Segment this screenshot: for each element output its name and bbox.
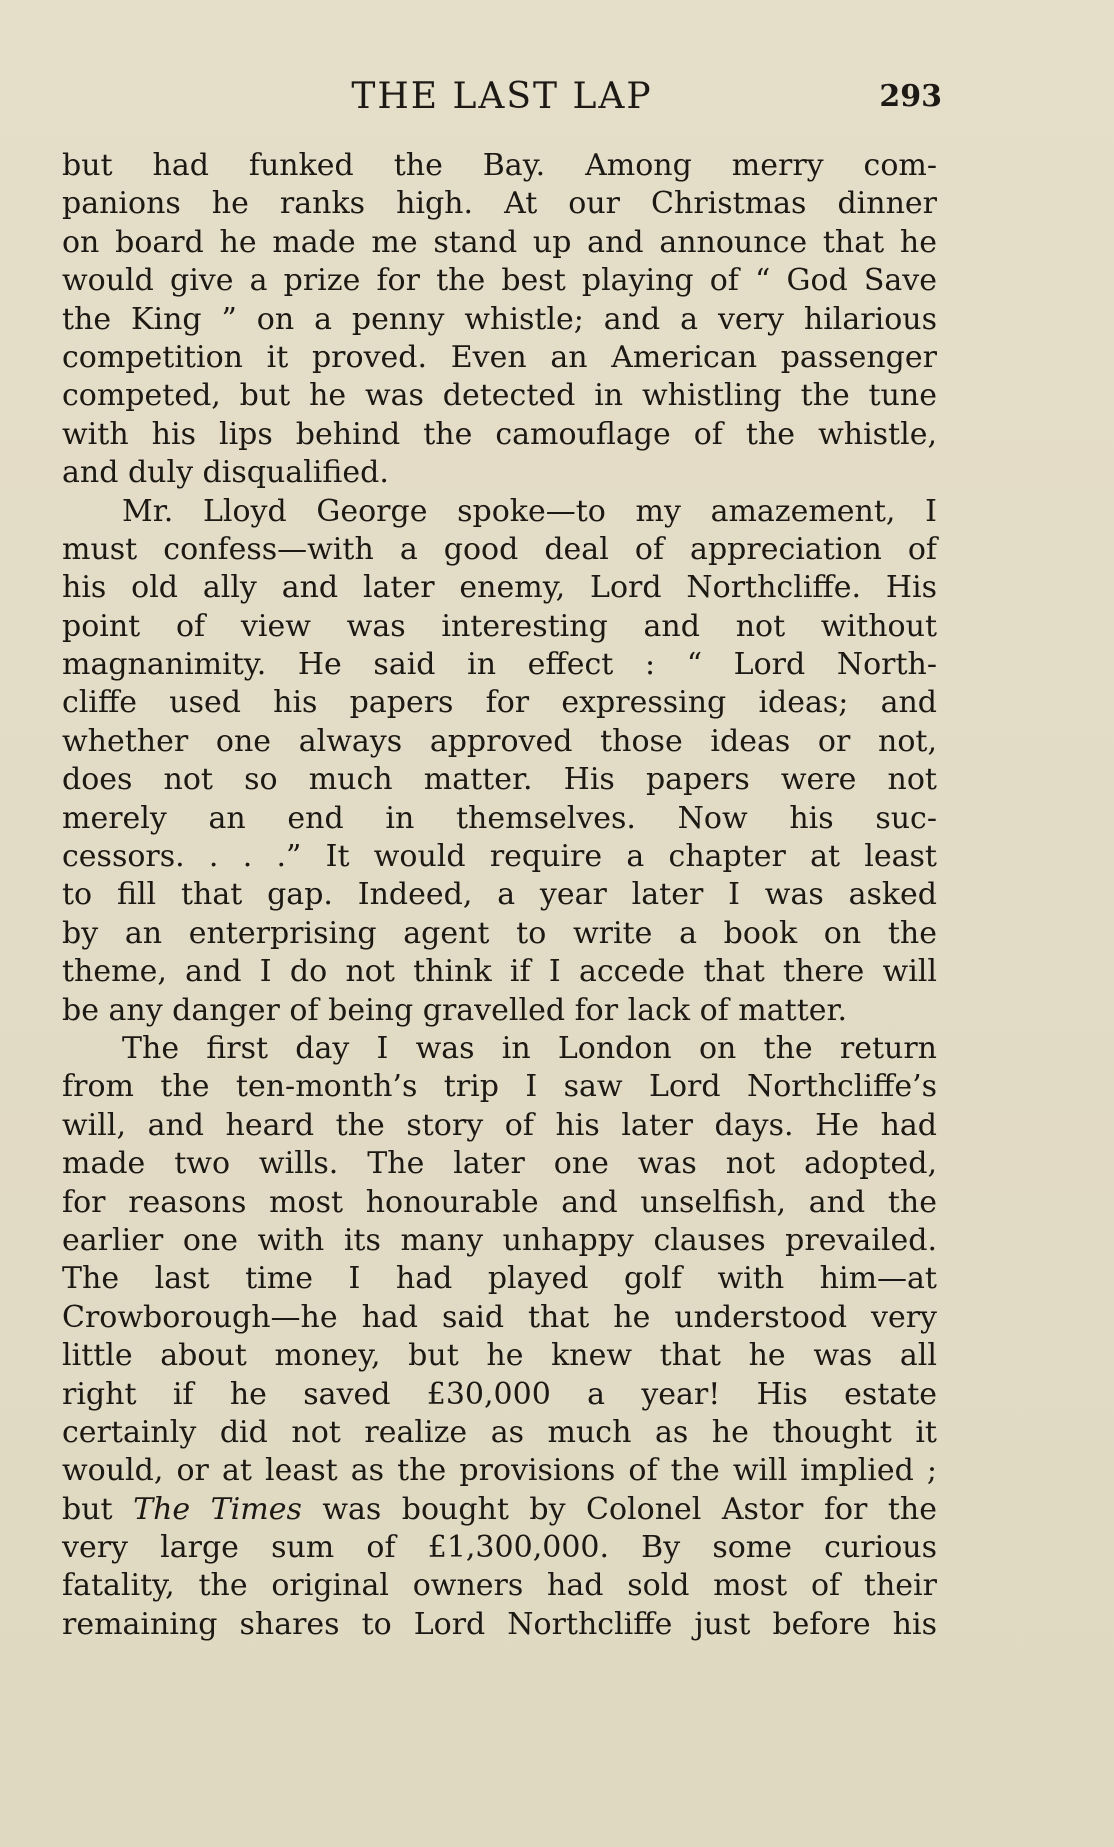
text-line: his old ally and later enemy, Lord Northcliffe. His	[62, 570, 937, 606]
text-line: The first day I was in London on the return	[122, 1030, 937, 1066]
text-line: whether one always approved those ideas or not,	[62, 723, 937, 759]
text-line-times	[62, 1491, 937, 1529]
text-line: must confess—with a good deal of appreciation of	[62, 531, 937, 567]
text-line: the King ” on a penny whistle; and a very hilarious	[62, 301, 937, 337]
page-number: 293	[879, 79, 942, 114]
text-line: by an enterprising agent to write a book on the	[62, 915, 937, 951]
text-line: for reasons most honourable and unselfish, and the	[62, 1184, 937, 1220]
text-line: but had funked the Bay. Among merry com-	[62, 148, 937, 183]
text-line: to fill that gap. Indeed, a year later I was asked	[62, 877, 937, 913]
text-line: remaining shares to Lord Northcliffe just before his	[62, 1606, 937, 1642]
text-line: competed, but he was detected in whistling the tune	[62, 378, 937, 414]
text-line: right if he saved £30,000 a year! His estate	[62, 1376, 937, 1412]
newspaper-title: The Times	[133, 1491, 302, 1527]
text-line: would give a prize for the best playing of “ God Save	[62, 263, 937, 299]
text-line: cessors. . . .” It would require a chapter at least	[62, 839, 937, 875]
text-line: made two wills. The later one was not adopted,	[62, 1146, 937, 1182]
text-line: certainly did not realize as much as he thought it	[62, 1414, 937, 1450]
text-line: does not so much matter. His papers were not	[62, 762, 937, 798]
text-line: competition it proved. Even an American passenger	[62, 339, 937, 375]
text-line: merely an end in themselves. Now his suc-	[62, 800, 937, 836]
running-title: THE LAST LAP	[351, 76, 653, 117]
text-line: cliffe used his papers for expressing ideas; and	[62, 685, 937, 721]
text-line: from the ten-month’s trip I saw Lord Northcliffe’s	[62, 1069, 937, 1105]
text-line: fatality, the original owners had sold most of their	[62, 1568, 937, 1604]
text-line: earlier one with its many unhappy clauses prevailed.	[62, 1222, 937, 1258]
text-line: be any danger of being gravelled for lack of matter.	[62, 992, 848, 1028]
text-line: Crowborough—he had said that he understood very	[62, 1299, 937, 1335]
text-line: theme, and I do not think if I accede that there will	[62, 954, 937, 990]
times-line-before: but	[62, 1491, 113, 1527]
text-line: will, and heard the story of his later days. He had	[62, 1107, 937, 1143]
text-line: Mr. Lloyd George spoke—to my amazement, I	[122, 493, 937, 529]
page-header	[62, 72, 942, 122]
text-line: The last time I had played golf with him—at	[62, 1261, 937, 1297]
text-line: magnanimity. He said in effect : “ Lord North-	[62, 647, 937, 683]
text-line: panions he ranks high. At our Christmas dinner	[62, 186, 937, 222]
text-line: would, or at least as the provisions of the will implied ;	[62, 1453, 937, 1489]
text-line: very large sum of £1,300,000. By some curious	[62, 1530, 937, 1566]
body-text	[62, 147, 937, 1644]
text-line: on board he made me stand up and announce that he	[62, 224, 937, 260]
text-line: and duly disqualified.	[62, 455, 389, 491]
text-line: with his lips behind the camouflage of the whistle,	[62, 416, 937, 452]
text-line: point of view was interesting and not without	[62, 608, 937, 644]
text-line: little about money, but he knew that he was all	[62, 1338, 937, 1374]
times-line-after: was bought by Colonel Astor for the	[322, 1491, 937, 1527]
